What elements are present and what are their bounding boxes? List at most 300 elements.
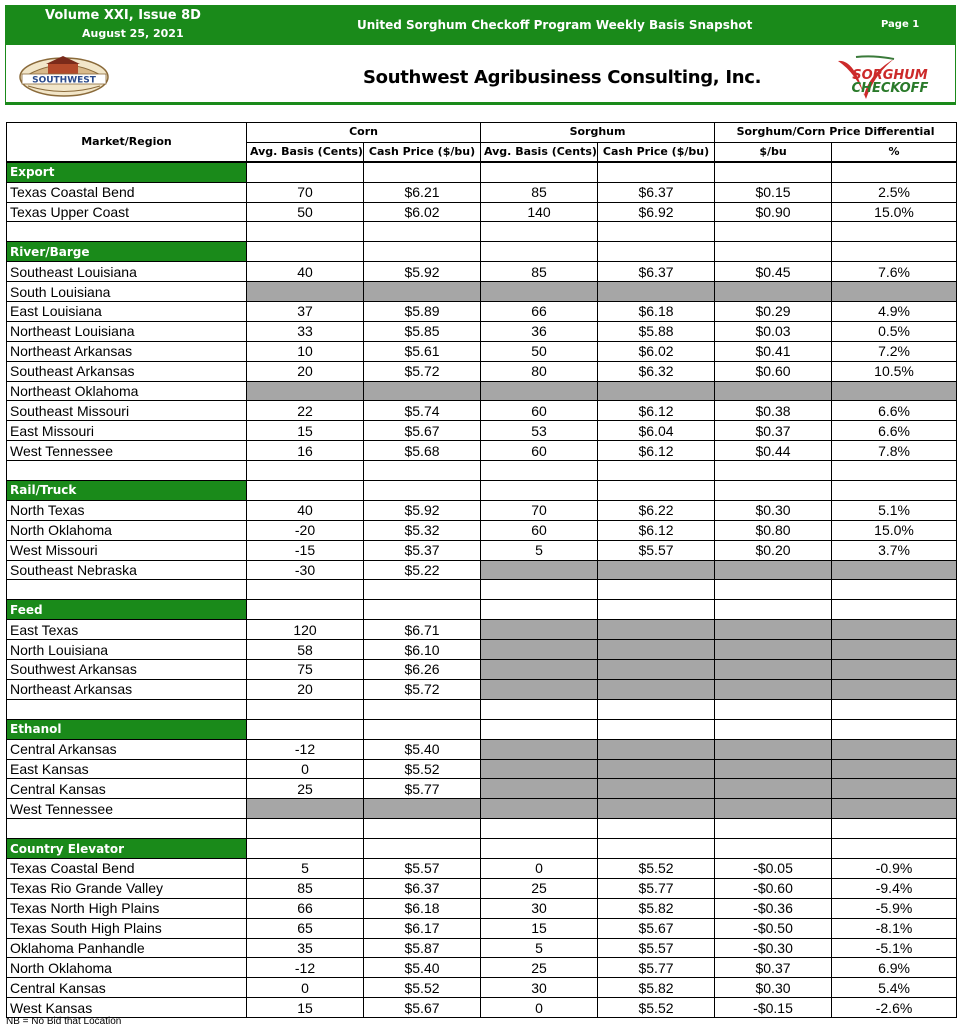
table-row xyxy=(7,620,957,640)
empty-cell xyxy=(7,461,247,481)
empty-cell xyxy=(247,580,364,600)
empty-cell xyxy=(481,162,598,182)
empty-cell xyxy=(832,819,957,839)
no-bid-cell xyxy=(481,660,598,680)
southwest-logo xyxy=(18,53,110,97)
value-cell: 10.5% xyxy=(832,361,957,381)
table-row xyxy=(7,679,957,699)
value-cell: 5.4% xyxy=(832,978,957,998)
empty-cell xyxy=(364,699,481,719)
no-bid-cell xyxy=(481,739,598,759)
no-bid-cell xyxy=(832,381,957,401)
value-cell: $5.57 xyxy=(598,540,715,560)
value-cell: $5.82 xyxy=(598,898,715,918)
no-bid-cell xyxy=(598,779,715,799)
empty-cell xyxy=(364,461,481,481)
value-cell: 7.2% xyxy=(832,341,957,361)
value-cell: 30 xyxy=(481,898,598,918)
value-cell: $0.29 xyxy=(715,302,832,322)
no-bid-cell xyxy=(481,620,598,640)
empty-cell xyxy=(247,600,364,620)
value-cell: 85 xyxy=(481,182,598,202)
table-row xyxy=(7,998,957,1018)
region-name: Southeast Louisiana xyxy=(7,262,247,282)
no-bid-cell xyxy=(598,660,715,680)
table-row xyxy=(7,779,957,799)
region-name: Northeast Arkansas xyxy=(7,679,247,699)
table-row xyxy=(7,540,957,560)
no-bid-cell xyxy=(715,799,832,819)
empty-cell xyxy=(247,481,364,501)
region-name: Texas Coastal Bend xyxy=(7,182,247,202)
value-cell: $6.32 xyxy=(598,361,715,381)
region-name: Southeast Nebraska xyxy=(7,560,247,580)
value-cell: $6.12 xyxy=(598,441,715,461)
value-cell: 85 xyxy=(247,878,364,898)
value-cell: 75 xyxy=(247,660,364,680)
empty-cell xyxy=(7,580,247,600)
value-cell: $0.44 xyxy=(715,441,832,461)
empty-cell xyxy=(598,699,715,719)
value-cell: 25 xyxy=(247,779,364,799)
value-cell: 25 xyxy=(481,878,598,898)
empty-cell xyxy=(481,600,598,620)
region-name: North Texas xyxy=(7,500,247,520)
value-cell: 60 xyxy=(481,441,598,461)
value-cell: 6.6% xyxy=(832,401,957,421)
value-cell: $5.37 xyxy=(364,540,481,560)
section-row xyxy=(7,719,957,739)
no-bid-cell xyxy=(832,282,957,302)
empty-cell xyxy=(481,222,598,242)
no-bid-cell xyxy=(481,779,598,799)
value-cell: 0 xyxy=(247,978,364,998)
empty-cell xyxy=(364,819,481,839)
value-cell: $0.80 xyxy=(715,520,832,540)
value-cell: 70 xyxy=(247,182,364,202)
empty-cell xyxy=(715,222,832,242)
empty-cell xyxy=(364,222,481,242)
value-cell: 5 xyxy=(481,540,598,560)
table-row xyxy=(7,918,957,938)
value-cell: $6.71 xyxy=(364,620,481,640)
value-cell: 2.5% xyxy=(832,182,957,202)
no-bid-cell xyxy=(364,381,481,401)
empty-cell xyxy=(598,839,715,859)
empty-cell xyxy=(364,162,481,182)
empty-cell xyxy=(715,819,832,839)
table-row xyxy=(7,361,957,381)
value-cell: $0.37 xyxy=(715,958,832,978)
no-bid-cell xyxy=(715,381,832,401)
value-cell: 0.5% xyxy=(832,321,957,341)
value-cell: $5.52 xyxy=(598,858,715,878)
table-row xyxy=(7,421,957,441)
value-cell: -$0.30 xyxy=(715,938,832,958)
market-region-header: Market/Region xyxy=(7,123,247,163)
no-bid-cell xyxy=(715,779,832,799)
value-cell: -5.1% xyxy=(832,938,957,958)
value-cell: $6.04 xyxy=(598,421,715,441)
value-cell: $5.57 xyxy=(364,858,481,878)
corn-basis-header: Avg. Basis (Cents) xyxy=(247,142,364,162)
header-bar xyxy=(5,5,956,45)
empty-cell xyxy=(364,580,481,600)
value-cell: 22 xyxy=(247,401,364,421)
value-cell: $5.52 xyxy=(364,978,481,998)
no-bid-cell xyxy=(481,679,598,699)
empty-cell xyxy=(715,719,832,739)
empty-cell xyxy=(832,719,957,739)
no-bid-cell xyxy=(598,381,715,401)
empty-cell xyxy=(832,580,957,600)
empty-cell xyxy=(715,481,832,501)
table-row xyxy=(7,958,957,978)
empty-cell xyxy=(7,222,247,242)
table-row xyxy=(7,321,957,341)
region-name: East Kansas xyxy=(7,759,247,779)
value-cell: -5.9% xyxy=(832,898,957,918)
spacer-row xyxy=(7,461,957,481)
no-bid-cell xyxy=(832,679,957,699)
empty-cell xyxy=(598,461,715,481)
table-row xyxy=(7,739,957,759)
table-row xyxy=(7,759,957,779)
region-name: Southwest Arkansas xyxy=(7,660,247,680)
section-title: Feed xyxy=(7,600,247,620)
value-cell: $6.37 xyxy=(598,262,715,282)
value-cell: $0.20 xyxy=(715,540,832,560)
volume-label: Volume XXI, Issue 8D xyxy=(45,8,201,23)
empty-cell xyxy=(832,162,957,182)
no-bid-cell xyxy=(481,560,598,580)
value-cell: 6.6% xyxy=(832,421,957,441)
empty-cell xyxy=(715,600,832,620)
table-row xyxy=(7,660,957,680)
region-name: East Texas xyxy=(7,620,247,640)
no-bid-cell xyxy=(247,381,364,401)
region-name: Central Kansas xyxy=(7,779,247,799)
empty-cell xyxy=(598,162,715,182)
value-cell: $0.15 xyxy=(715,182,832,202)
value-cell: 7.6% xyxy=(832,262,957,282)
region-name: North Louisiana xyxy=(7,640,247,660)
value-cell: 80 xyxy=(481,361,598,381)
value-cell: -$0.60 xyxy=(715,878,832,898)
no-bid-cell xyxy=(598,620,715,640)
empty-cell xyxy=(481,242,598,262)
value-cell: $0.45 xyxy=(715,262,832,282)
spacer-row xyxy=(7,699,957,719)
empty-cell xyxy=(364,719,481,739)
region-name: North Oklahoma xyxy=(7,958,247,978)
table-row xyxy=(7,341,957,361)
table-row xyxy=(7,520,957,540)
value-cell: 70 xyxy=(481,500,598,520)
value-cell: 40 xyxy=(247,262,364,282)
value-cell: 15 xyxy=(481,918,598,938)
empty-cell xyxy=(832,481,957,501)
value-cell: 6.9% xyxy=(832,958,957,978)
value-cell: $6.02 xyxy=(364,202,481,222)
value-cell: $6.92 xyxy=(598,202,715,222)
no-bid-cell xyxy=(598,560,715,580)
empty-cell xyxy=(247,719,364,739)
no-bid-cell xyxy=(715,560,832,580)
value-cell: $5.32 xyxy=(364,520,481,540)
empty-cell xyxy=(364,481,481,501)
no-bid-cell xyxy=(481,799,598,819)
basis-table xyxy=(6,122,957,1018)
diff-dollar-header: $/bu xyxy=(715,142,832,162)
value-cell: -12 xyxy=(247,739,364,759)
empty-cell xyxy=(481,719,598,739)
company-banner xyxy=(5,45,956,105)
empty-cell xyxy=(247,222,364,242)
value-cell: 0 xyxy=(247,759,364,779)
region-name: Northeast Louisiana xyxy=(7,321,247,341)
spacer-row xyxy=(7,580,957,600)
value-cell: $5.87 xyxy=(364,938,481,958)
value-cell: 36 xyxy=(481,321,598,341)
value-cell: -$0.50 xyxy=(715,918,832,938)
table-row xyxy=(7,441,957,461)
value-cell: 3.7% xyxy=(832,540,957,560)
value-cell: -9.4% xyxy=(832,878,957,898)
value-cell: -8.1% xyxy=(832,918,957,938)
value-cell: 66 xyxy=(481,302,598,322)
value-cell: 40 xyxy=(247,500,364,520)
empty-cell xyxy=(598,481,715,501)
footnote: NB = No Bid that Location xyxy=(6,1016,122,1024)
empty-cell xyxy=(247,699,364,719)
region-name: Central Arkansas xyxy=(7,739,247,759)
empty-cell xyxy=(715,580,832,600)
value-cell: 85 xyxy=(481,262,598,282)
empty-cell xyxy=(481,819,598,839)
value-cell: $0.37 xyxy=(715,421,832,441)
section-row xyxy=(7,242,957,262)
value-cell: $0.38 xyxy=(715,401,832,421)
differential-header: Sorghum/Corn Price Differential xyxy=(715,123,957,143)
value-cell: $5.77 xyxy=(598,958,715,978)
empty-cell xyxy=(715,839,832,859)
value-cell: $5.68 xyxy=(364,441,481,461)
region-name: Southeast Missouri xyxy=(7,401,247,421)
no-bid-cell xyxy=(715,739,832,759)
value-cell: 5 xyxy=(481,938,598,958)
value-cell: $6.26 xyxy=(364,660,481,680)
region-name: West Kansas xyxy=(7,998,247,1018)
empty-cell xyxy=(715,242,832,262)
value-cell: 30 xyxy=(481,978,598,998)
value-cell: $5.61 xyxy=(364,341,481,361)
spacer-row xyxy=(7,819,957,839)
no-bid-cell xyxy=(715,282,832,302)
no-bid-cell xyxy=(832,620,957,640)
no-bid-cell xyxy=(364,799,481,819)
no-bid-cell xyxy=(715,640,832,660)
value-cell: $5.89 xyxy=(364,302,481,322)
no-bid-cell xyxy=(598,640,715,660)
value-cell: -20 xyxy=(247,520,364,540)
empty-cell xyxy=(481,699,598,719)
diff-pct-header: % xyxy=(832,142,957,162)
value-cell: $5.82 xyxy=(598,978,715,998)
value-cell: $6.17 xyxy=(364,918,481,938)
table-row xyxy=(7,799,957,819)
region-name: Northeast Oklahoma xyxy=(7,381,247,401)
no-bid-cell xyxy=(481,381,598,401)
no-bid-cell xyxy=(247,799,364,819)
no-bid-cell xyxy=(832,779,957,799)
value-cell: $5.92 xyxy=(364,500,481,520)
no-bid-cell xyxy=(598,739,715,759)
no-bid-cell xyxy=(832,799,957,819)
no-bid-cell xyxy=(481,759,598,779)
value-cell: $5.92 xyxy=(364,262,481,282)
value-cell: -0.9% xyxy=(832,858,957,878)
no-bid-cell xyxy=(598,282,715,302)
empty-cell xyxy=(247,819,364,839)
region-name: Central Kansas xyxy=(7,978,247,998)
empty-cell xyxy=(598,580,715,600)
region-name: Oklahoma Panhandle xyxy=(7,938,247,958)
no-bid-cell xyxy=(598,799,715,819)
value-cell: 15.0% xyxy=(832,202,957,222)
empty-cell xyxy=(832,600,957,620)
empty-cell xyxy=(598,242,715,262)
no-bid-cell xyxy=(481,282,598,302)
value-cell: $5.67 xyxy=(598,918,715,938)
value-cell: 33 xyxy=(247,321,364,341)
value-cell: $6.37 xyxy=(364,878,481,898)
empty-cell xyxy=(481,839,598,859)
section-row xyxy=(7,839,957,859)
section-title: Ethanol xyxy=(7,719,247,739)
value-cell: 15.0% xyxy=(832,520,957,540)
empty-cell xyxy=(481,481,598,501)
table-row xyxy=(7,878,957,898)
region-name: South Louisiana xyxy=(7,282,247,302)
table-row xyxy=(7,202,957,222)
no-bid-cell xyxy=(832,640,957,660)
value-cell: -15 xyxy=(247,540,364,560)
value-cell: 66 xyxy=(247,898,364,918)
corn-cash-header: Cash Price ($/bu) xyxy=(364,142,481,162)
empty-cell xyxy=(481,461,598,481)
value-cell: $5.67 xyxy=(364,998,481,1018)
region-name: North Oklahoma xyxy=(7,520,247,540)
value-cell: $5.40 xyxy=(364,739,481,759)
table-row xyxy=(7,401,957,421)
empty-cell xyxy=(715,162,832,182)
value-cell: 35 xyxy=(247,938,364,958)
issue-date: August 25, 2021 xyxy=(82,27,184,40)
value-cell: $5.88 xyxy=(598,321,715,341)
value-cell: $6.21 xyxy=(364,182,481,202)
empty-cell xyxy=(598,819,715,839)
report-title: United Sorghum Checkoff Program Weekly Basis Snapshot xyxy=(357,18,753,32)
value-cell: $5.22 xyxy=(364,560,481,580)
table-row xyxy=(7,978,957,998)
value-cell: $6.37 xyxy=(598,182,715,202)
empty-cell xyxy=(598,222,715,242)
value-cell: $5.72 xyxy=(364,361,481,381)
no-bid-cell xyxy=(715,660,832,680)
value-cell: 53 xyxy=(481,421,598,441)
empty-cell xyxy=(715,699,832,719)
table-row xyxy=(7,858,957,878)
value-cell: 50 xyxy=(481,341,598,361)
region-name: Texas Rio Grande Valley xyxy=(7,878,247,898)
region-name: West Missouri xyxy=(7,540,247,560)
table-row xyxy=(7,560,957,580)
value-cell: $5.74 xyxy=(364,401,481,421)
sorghum-checkoff-logo xyxy=(834,55,930,99)
value-cell: 10 xyxy=(247,341,364,361)
value-cell: $5.40 xyxy=(364,958,481,978)
section-title: Country Elevator xyxy=(7,839,247,859)
table-row xyxy=(7,938,957,958)
value-cell: 25 xyxy=(481,958,598,978)
value-cell: $6.18 xyxy=(598,302,715,322)
value-cell: $0.03 xyxy=(715,321,832,341)
region-name: Texas Upper Coast xyxy=(7,202,247,222)
section-row xyxy=(7,481,957,501)
empty-cell xyxy=(247,461,364,481)
region-name: East Missouri xyxy=(7,421,247,441)
spacer-row xyxy=(7,222,957,242)
value-cell: $5.52 xyxy=(364,759,481,779)
value-cell: -2.6% xyxy=(832,998,957,1018)
value-cell: 15 xyxy=(247,421,364,441)
table-row xyxy=(7,500,957,520)
value-cell: $5.72 xyxy=(364,679,481,699)
table-row xyxy=(7,182,957,202)
section-title: Rail/Truck xyxy=(7,481,247,501)
empty-cell xyxy=(364,600,481,620)
no-bid-cell xyxy=(832,739,957,759)
table-row xyxy=(7,640,957,660)
table-row xyxy=(7,302,957,322)
value-cell: $6.10 xyxy=(364,640,481,660)
value-cell: 50 xyxy=(247,202,364,222)
empty-cell xyxy=(247,162,364,182)
value-cell: $0.30 xyxy=(715,978,832,998)
value-cell: $0.60 xyxy=(715,361,832,381)
sorghum-basis-header: Avg. Basis (Cents) xyxy=(481,142,598,162)
no-bid-cell xyxy=(832,759,957,779)
value-cell: $0.30 xyxy=(715,500,832,520)
no-bid-cell xyxy=(364,282,481,302)
value-cell: $6.12 xyxy=(598,520,715,540)
empty-cell xyxy=(598,719,715,739)
value-cell: $6.02 xyxy=(598,341,715,361)
value-cell: -12 xyxy=(247,958,364,978)
empty-cell xyxy=(832,461,957,481)
table-row xyxy=(7,381,957,401)
no-bid-cell xyxy=(832,560,957,580)
company-name: Southwest Agribusiness Consulting, Inc. xyxy=(363,67,762,88)
value-cell: $5.77 xyxy=(364,779,481,799)
section-row xyxy=(7,600,957,620)
table-row xyxy=(7,282,957,302)
empty-cell xyxy=(247,242,364,262)
value-cell: -30 xyxy=(247,560,364,580)
value-cell: $0.41 xyxy=(715,341,832,361)
value-cell: 4.9% xyxy=(832,302,957,322)
